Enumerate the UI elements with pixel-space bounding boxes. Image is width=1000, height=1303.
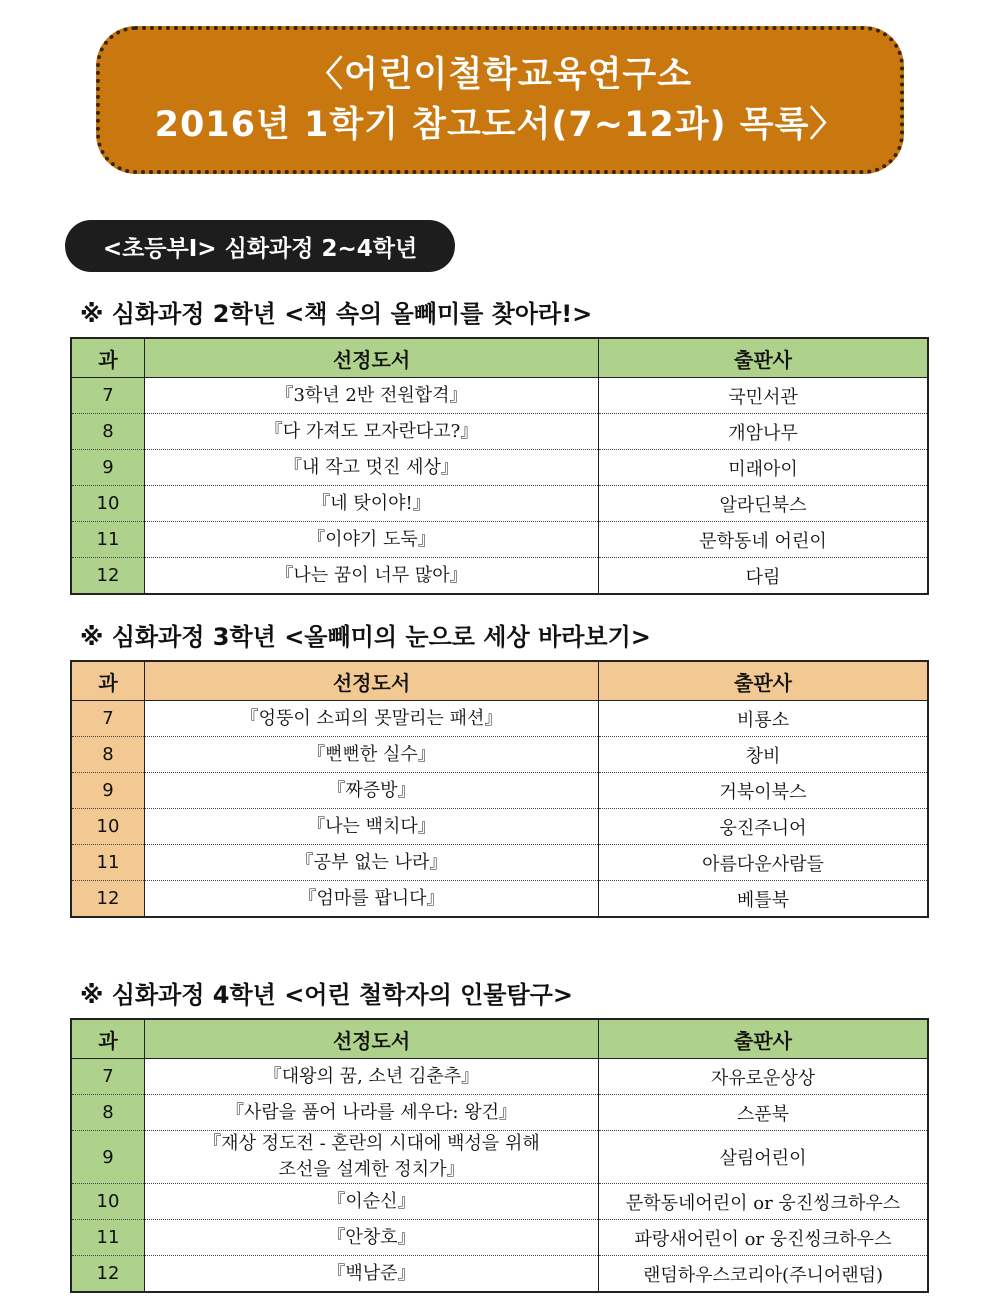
publisher: 창비 (599, 737, 929, 773)
publisher: 문학동네 어린이 (599, 522, 929, 558)
lesson-number: 9 (71, 1131, 145, 1184)
book-title: 『공부 없는 나라』 (145, 845, 599, 881)
lesson-number: 10 (71, 809, 145, 845)
title-banner (96, 26, 904, 174)
book-table-grade4 (70, 1018, 929, 1293)
lesson-number: 7 (71, 1059, 145, 1095)
publisher: 거북이북스 (599, 773, 929, 809)
table-row (71, 1095, 928, 1131)
section-heading-grade2: ※ 심화과정 2학년 <책 속의 올빼미를 찾아라!> (80, 300, 593, 328)
table-row (71, 773, 928, 809)
book-title: 『엉뚱이 소피의 못말리는 패션』 (145, 701, 599, 737)
table-row (71, 486, 928, 522)
title-line-2: 2016년 1학기 참고도서(7~12과) 목록〉 (154, 105, 846, 145)
col-lesson: 과 (71, 1019, 145, 1059)
table-row (71, 737, 928, 773)
publisher: 스푼북 (599, 1095, 929, 1131)
book-table-grade2 (70, 337, 929, 595)
publisher: 아름다운사람들 (599, 845, 929, 881)
table-row (71, 881, 928, 918)
publisher: 미래아이 (599, 450, 929, 486)
table-row (71, 1059, 928, 1095)
col-lesson: 과 (71, 338, 145, 378)
division-label: <초등부Ⅰ> 심화과정 2~4학년 (65, 220, 455, 272)
publisher: 다림 (745, 566, 781, 588)
publisher: 베틀북 (736, 889, 790, 911)
table-row (71, 1184, 928, 1220)
table-header-row (71, 338, 928, 378)
book-title: 『백남준』 (145, 1256, 599, 1293)
col-publisher: 출판사 (599, 1019, 929, 1059)
lesson-number: 11 (71, 845, 145, 881)
book-title (145, 1131, 599, 1184)
publisher: 살림어린이 (599, 1131, 929, 1184)
book-title: 『이야기 도둑』 (145, 522, 599, 558)
lesson-number: 7 (71, 701, 145, 737)
col-publisher: 출판사 (599, 661, 929, 701)
col-book: 선정도서 (145, 338, 599, 378)
lesson-number: 12 (71, 558, 145, 595)
table-row (71, 1131, 928, 1184)
book-title: 『나는 백치다』 (145, 809, 599, 845)
table-row (71, 809, 928, 845)
publisher: 웅진주니어 (599, 809, 929, 845)
book-title: 『이순신』 (145, 1184, 599, 1220)
table-header-row (71, 661, 928, 701)
book-title: 『뻔뻔한 실수』 (145, 737, 599, 773)
col-lesson: 과 (71, 661, 145, 701)
table-row (71, 1220, 928, 1256)
lesson-number: 7 (71, 378, 145, 414)
book-title: 『다 가져도 모자란다고?』 (145, 414, 599, 450)
title-line-1: 〈어린이철학교육연구소 (307, 55, 693, 95)
table-row (71, 845, 928, 881)
lesson-number: 11 (71, 522, 145, 558)
book-title: 『짜증방』 (145, 773, 599, 809)
col-book: 선정도서 (145, 1019, 599, 1059)
book-title: 『나는 꿈이 너무 많아』 (145, 558, 599, 595)
book-title: 『대왕의 꿈, 소년 김춘추』 (145, 1059, 599, 1095)
book-title: 『내 작고 멋진 세상』 (145, 450, 599, 486)
publisher: 알라딘북스 (599, 486, 929, 522)
publisher: 자유로운상상 (599, 1059, 929, 1095)
publisher: 문학동네어린이 or 웅진씽크하우스 (599, 1184, 929, 1220)
book-title: 『네 탓이야!』 (145, 486, 599, 522)
publisher: 파랑새어린이 or 웅진씽크하우스 (599, 1220, 929, 1256)
table-row (71, 414, 928, 450)
lesson-number: 12 (71, 1256, 145, 1293)
book-title-line-2: 조선을 설계한 정치가』 (278, 1159, 465, 1180)
table-row (71, 558, 928, 595)
lesson-number: 8 (71, 414, 145, 450)
lesson-number: 12 (71, 881, 145, 918)
table-row (71, 378, 928, 414)
book-table-grade3 (70, 660, 929, 918)
table-row (71, 1256, 928, 1293)
lesson-number: 11 (71, 1220, 145, 1256)
publisher: 개암나무 (599, 414, 929, 450)
table-header-row (71, 1019, 928, 1059)
book-title: 『안창호』 (145, 1220, 599, 1256)
lesson-number: 8 (71, 1095, 145, 1131)
lesson-number: 8 (71, 737, 145, 773)
publisher: 국민서관 (599, 378, 929, 414)
lesson-number: 9 (71, 450, 145, 486)
lesson-number: 10 (71, 1184, 145, 1220)
table-row (71, 450, 928, 486)
table-row (71, 701, 928, 737)
publisher: 비룡소 (599, 701, 929, 737)
book-title: 『3학년 2반 전원합격』 (145, 378, 599, 414)
col-publisher: 출판사 (599, 338, 929, 378)
book-title: 『엄마를 팝니다』 (145, 881, 599, 918)
publisher: 랜덤하우스코리아(주니어랜덤) (642, 1264, 884, 1286)
lesson-number: 9 (71, 773, 145, 809)
book-title: 『사람을 품어 나라를 세우다: 왕건』 (145, 1095, 599, 1131)
table-row (71, 522, 928, 558)
section-heading-grade3: ※ 심화과정 3학년 <올빼미의 눈으로 세상 바라보기> (80, 623, 651, 651)
book-title-line-1: 『재상 정도전 - 혼란의 시대에 백성을 위해 (203, 1133, 540, 1154)
section-heading-grade4: ※ 심화과정 4학년 <어린 철학자의 인물탐구> (80, 981, 573, 1009)
lesson-number: 10 (71, 486, 145, 522)
col-book: 선정도서 (145, 661, 599, 701)
